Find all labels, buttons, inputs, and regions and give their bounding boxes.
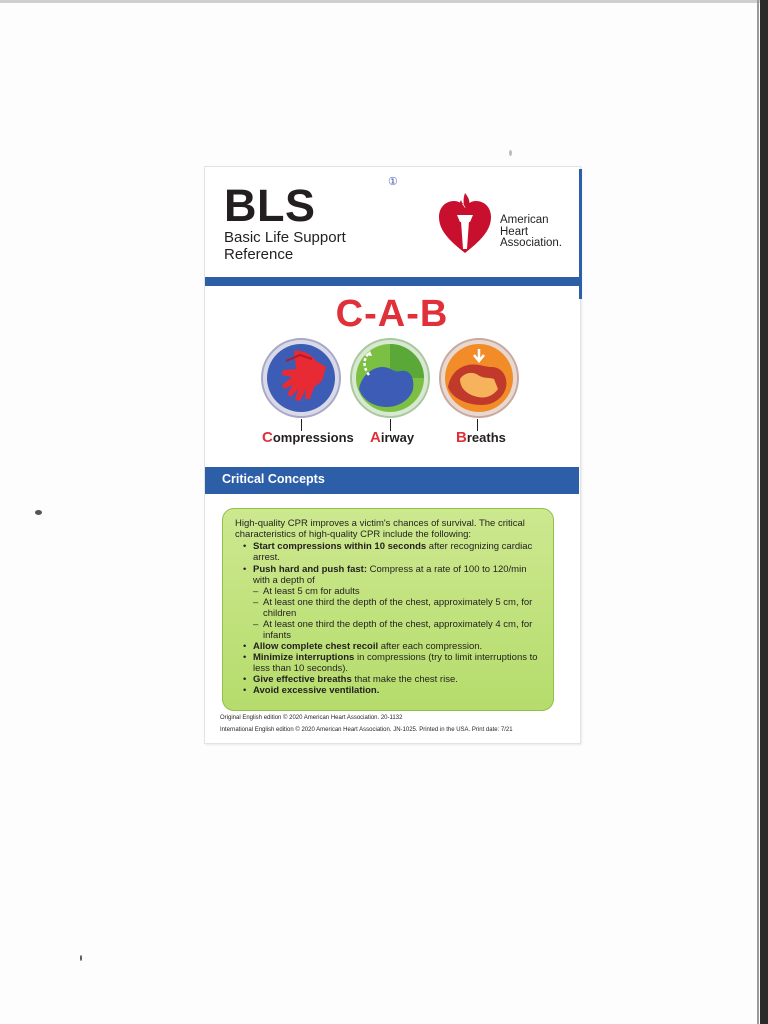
cab-label-breaths xyxy=(456,429,506,446)
aha-heart-torch-icon xyxy=(437,191,493,257)
airway-head-tilt-icon xyxy=(349,337,431,419)
bullet-bold: Avoid excessive ventilation. xyxy=(253,685,380,696)
cab-label-rest: irway xyxy=(380,430,415,445)
scan-right-edge xyxy=(760,0,768,1024)
scan-speck xyxy=(80,955,82,961)
stamp-mark: ① xyxy=(388,176,398,188)
bls-reference-card xyxy=(204,166,581,744)
scan-speck xyxy=(35,510,42,515)
concepts-list xyxy=(233,541,545,696)
list-item: • Allow complete chest recoil after each compression. xyxy=(243,641,483,652)
header-divider-bar xyxy=(205,277,579,286)
aha-wordmark-line: American xyxy=(500,214,549,226)
bullet-text: that make the chest rise. xyxy=(351,674,458,685)
critical-concepts-box xyxy=(222,508,554,711)
bullet-text: Compress at a rate of 100 to 120/min with a depth of xyxy=(253,564,527,586)
list-item: • Push hard and push fast: Compress at a rate of 100 to 120/min with a depth of – At least 5 cm for adults – At least one third the depth of the chest, approximately 5 cm, for children – At least one third the depth of the chest, approximately 4 cm, for infants xyxy=(233,564,545,641)
cab-label-rest: ompressions xyxy=(272,430,354,445)
copyright-line: International English edition © 2020 American Heart Association. JN-1025. Printed in the USA. Print date: 7/21 xyxy=(220,727,513,733)
list-item: – At least one third the depth of the chest, approximately 5 cm, for children xyxy=(253,597,533,619)
cab-label-initial: B xyxy=(456,429,467,446)
cab-label-initial: A xyxy=(370,429,381,446)
intro-text: High-quality CPR improves a victim's chances of survival. The critical characteristics of high-quality CPR include the following: xyxy=(235,518,525,540)
depth-text: At least 5 cm for adults xyxy=(263,586,360,597)
bullet-text: after recognizing cardiac arrest. xyxy=(253,541,533,563)
aha-wordmark xyxy=(500,215,580,250)
bullet-bold: Minimize interruptions xyxy=(253,652,355,663)
depth-list xyxy=(253,586,545,641)
scan-speck xyxy=(509,150,512,156)
section-title: Critical Concepts xyxy=(222,472,325,486)
card-title: BLS xyxy=(224,180,316,231)
aha-wordmark-line: Heart xyxy=(500,225,529,238)
cab-label-initial: C xyxy=(262,429,273,446)
compressions-hands-icon xyxy=(260,337,342,419)
list-item: • Avoid excessive ventilation. xyxy=(243,685,380,696)
cab-label-compressions xyxy=(262,429,354,446)
bullet-bold: Start compressions within 10 seconds xyxy=(253,541,427,552)
bullet-bold: Give effective breaths xyxy=(253,674,352,685)
aha-wordmark-line: Association. xyxy=(500,237,563,249)
depth-text: At least one third the depth of the chest, approximately 4 cm, for infants xyxy=(263,619,533,641)
copyright-line: Original English edition © 2020 American Heart Association. 20-1132 xyxy=(220,715,403,721)
card-subtitle: Basic Life Support Reference xyxy=(224,229,346,263)
cab-label-airway xyxy=(370,429,414,446)
list-item: – At least 5 cm for adults xyxy=(253,586,360,597)
cab-label-rest: reaths xyxy=(466,430,506,445)
bullet-text: after each compression. xyxy=(378,641,483,652)
list-item: – At least one third the depth of the chest, approximately 4 cm, for infants xyxy=(253,619,533,641)
rescue-breaths-icon xyxy=(438,337,520,419)
bullet-text: in compressions (try to limit interruptions to less than 10 seconds). xyxy=(253,652,538,674)
list-item: • Start compressions within 10 seconds after recognizing cardiac arrest. xyxy=(243,541,533,563)
depth-text: At least one third the depth of the chest, approximately 5 cm, for children xyxy=(263,597,533,619)
cab-title: C-A-B xyxy=(335,293,449,335)
bullet-bold: Push hard and push fast: xyxy=(253,564,368,575)
scan-top-edge xyxy=(0,0,768,3)
scan-inner-edge xyxy=(757,0,759,1024)
bullet-bold: Allow complete chest recoil xyxy=(253,641,379,652)
list-item: • Give effective breaths that make the chest rise. xyxy=(243,674,458,685)
list-item: • Minimize interruptions in compressions (try to limit interruptions to less than 10 seconds). xyxy=(243,652,538,674)
